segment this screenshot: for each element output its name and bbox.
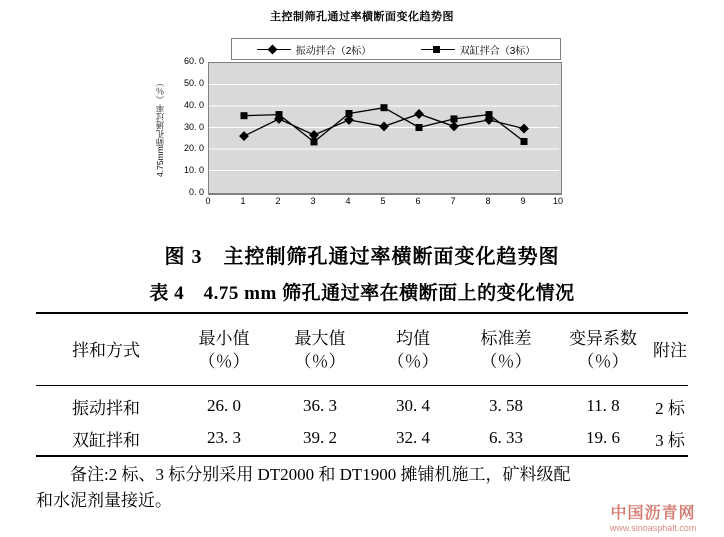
table-note [36,462,692,515]
header-line-2: （％） [480,352,532,371]
table-header-cell [368,318,458,384]
chart-legend [231,38,561,60]
table-header-cell [176,318,272,384]
x-tick-label: 8 [485,196,491,206]
series-markers-1 [239,109,529,141]
table-cell-note: 3 标 [655,430,685,450]
x-tick-label: 9 [520,196,526,206]
chart-svg [209,63,559,192]
table-cell-mean: 30. 4 [396,396,430,415]
x-tick-label: 7 [450,196,456,206]
table-header-cell [458,318,554,384]
note-line-1: 备注:2 标、3 标分别采用 DT2000 和 DT1900 摊铺机施工，矿料级配 [70,465,571,484]
x-tick-label: 2 [275,196,281,206]
table-cell-method: 振动拌和 [72,398,140,418]
table-cell-max: 39. 2 [303,428,337,447]
table-cell-cv: 11. 8 [586,396,620,415]
table-header-row [36,318,688,384]
table-header-cell [36,318,176,384]
table-header-cell [652,318,688,384]
legend-item-series-2 [421,42,536,57]
table-cell-max: 36. 3 [303,396,337,415]
legend-label-series-2: 双缸拌合（3标） [459,45,536,57]
legend-label-series-1: 振动拌合（2标） [295,45,372,57]
header-line-1: 变异系数 [569,329,637,349]
legend-item-series-1 [257,42,372,57]
table-row [36,421,688,455]
table-mid-rule [36,385,688,386]
header-line-1: 最大值 [294,329,346,349]
table-cell-min: 26. 0 [207,396,241,415]
y-tick-label: 30. 0 [183,121,204,132]
table-bottom-rule [36,455,688,457]
chart-figure [0,0,724,228]
chart-title: 主控制筛孔通过率横断面变化趋势图 [270,11,454,23]
x-tick-label: 3 [310,196,316,206]
table-cell-note: 2 标 [655,398,685,418]
watermark-url: www.sinoasphalt.com [609,523,697,533]
header-line-2: （％） [577,352,629,371]
chart-plot-area [208,62,562,195]
note-line-2: 和水泥剂量接近。 [36,491,172,511]
y-tick-label: 0. 0 [188,187,204,197]
header-line-2: （％） [198,352,250,371]
diamond-marker-icon [267,44,277,54]
header-line-2: （％） [294,352,346,371]
header-line-1: 均值 [396,329,430,349]
table-row [36,389,688,423]
header-line-1: 拌和方式 [72,340,140,360]
table-header-cell [272,318,368,384]
y-axis-title: 4.75mm筛孔通过率（％） [155,78,165,177]
header-line-2: （％） [387,352,439,371]
x-tick-label: 6 [415,196,421,206]
table-cell-mean: 32. 4 [396,428,430,447]
y-tick-label: 10. 0 [183,165,204,176]
square-marker-icon [433,46,440,53]
table-cell-stddev: 3. 58 [489,396,523,415]
x-axis-line [208,193,561,194]
y-tick-label: 40. 0 [183,99,204,110]
table-cell-cv: 19. 6 [586,428,620,447]
table-cell-method: 双缸拌和 [72,430,140,450]
table-caption: 表 4 4.75 mm 筛孔通过率在横断面上的变化情况 [149,283,575,304]
x-tick-label: 1 [240,196,246,206]
figure-caption: 图 3 主控制筛孔通过率横断面变化趋势图 [164,246,560,268]
legend-line-icon [257,49,291,50]
watermark-title: 中国沥青网 [610,505,696,522]
y-tick-label: 50. 0 [183,77,204,88]
legend-line-icon [421,49,455,50]
header-line-1: 最小值 [198,329,250,349]
x-axis-tick-labels [200,196,570,212]
x-tick-label: 4 [345,196,351,206]
x-tick-label: 0 [205,196,211,206]
table-cell-stddev: 6. 33 [489,428,523,447]
header-line-1: 附注 [653,340,687,360]
y-tick-label: 20. 0 [183,143,204,154]
x-tick-label: 5 [380,196,386,206]
header-line-1: 标准差 [480,329,532,349]
table-top-rule [36,312,688,314]
y-axis-tick-labels [168,56,204,199]
table-cell-min: 23. 3 [207,428,241,447]
x-tick-label: 10 [552,196,563,206]
y-tick-label: 60. 0 [183,56,204,66]
table-header-cell [554,318,652,384]
